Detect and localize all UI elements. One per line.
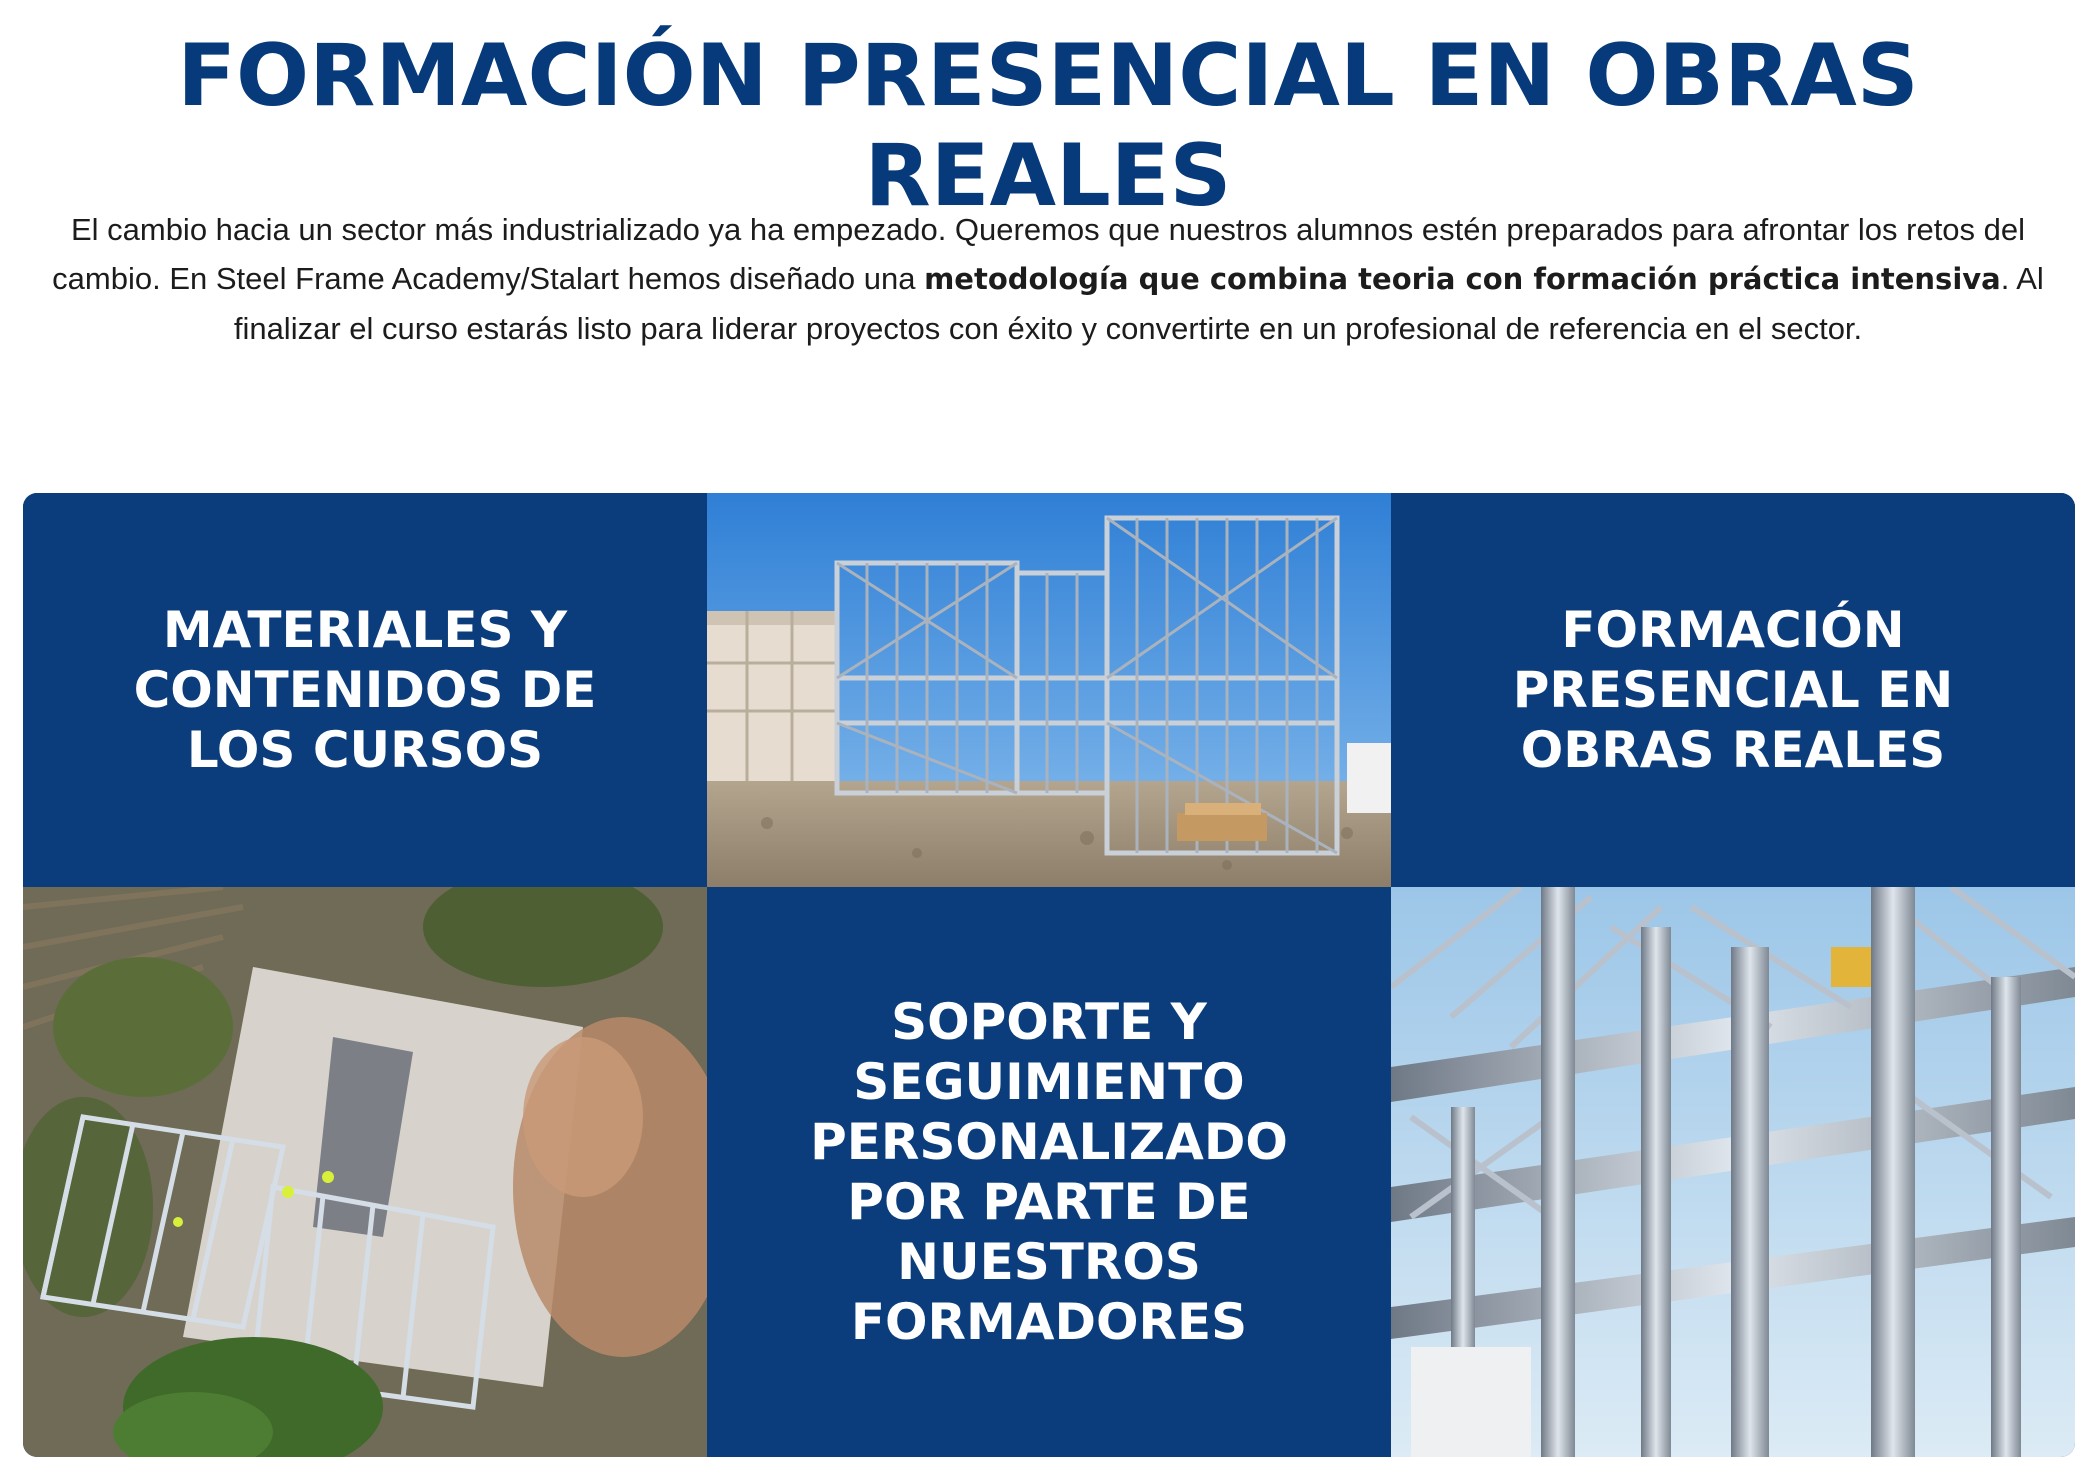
tile-soporte-label: SOPORTE Y SEGUIMIENTO PERSONALIZADO POR PARTE DE NUESTROS FORMADORES bbox=[810, 993, 1288, 1351]
steel-frame-building-photo bbox=[707, 493, 1391, 887]
intro-text-end: . Al finalizar el curso estarás listo para liderar proyectos con éxito y convertirte en un profesional de referencia en el sector. bbox=[233, 261, 2044, 346]
intro-highlight: metodología que combina teoria con formación práctica intensiva bbox=[924, 262, 2001, 296]
tile-materiales-label: MATERIALES Y CONTENIDOS DE LOS CURSOS bbox=[133, 601, 597, 779]
steel-structure-closeup-photo bbox=[1391, 887, 2075, 1457]
tile-formacion-label: FORMACIÓN PRESENCIAL EN OBRAS REALES bbox=[1512, 601, 1954, 779]
tile-formacion[interactable] bbox=[1391, 493, 2075, 887]
tile-soporte[interactable] bbox=[707, 887, 1391, 1457]
intro-paragraph bbox=[52, 205, 2044, 353]
aerial-steel-frame-photo bbox=[23, 887, 707, 1457]
intro-text: El cambio hacia un sector más industrializado ya ha empezado. Queremos que nuestros alumnos estén preparados para afrontar los retos del cambio. En Steel Frame Academy/Stalart hemos diseñado una bbox=[52, 212, 2026, 296]
page-title: FORMACIÓN PRESENCIAL EN OBRAS REALES bbox=[177, 26, 1919, 226]
feature-grid bbox=[23, 493, 2075, 1457]
tile-materiales[interactable] bbox=[23, 493, 707, 887]
